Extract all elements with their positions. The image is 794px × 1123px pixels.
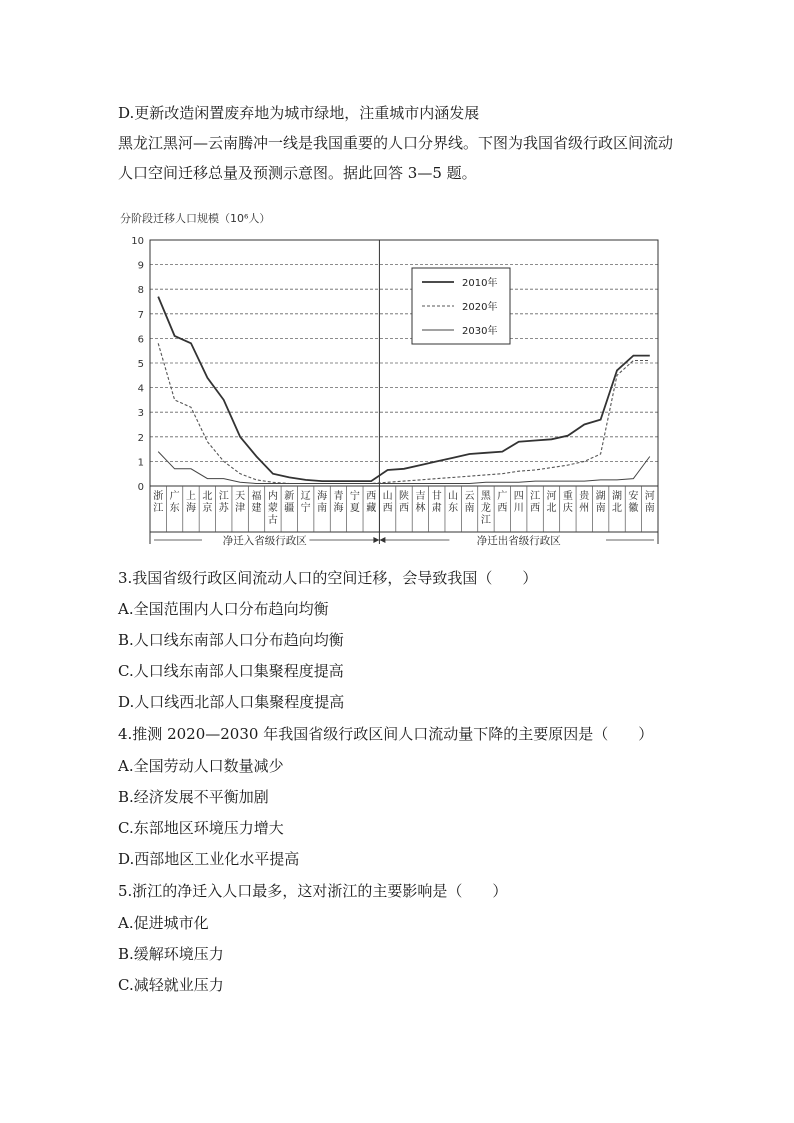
y-tick-label: 1 xyxy=(137,457,144,469)
x-tick-label: 江苏 xyxy=(218,491,229,514)
x-tick-label: 湖南 xyxy=(595,491,606,514)
x-tick-label: 湖北 xyxy=(612,491,623,514)
x-tick-label: 宁夏 xyxy=(349,491,360,514)
x-tick-label: 山东 xyxy=(448,491,459,514)
x-tick-label: 内蒙古 xyxy=(267,491,278,526)
x-tick-label: 西藏 xyxy=(366,491,377,514)
x-tick-label: 北京 xyxy=(202,491,213,514)
group-label-right: 净迁出省级行政区 xyxy=(476,535,561,547)
x-tick-label: 安徽 xyxy=(628,491,639,514)
y-tick-label: 0 xyxy=(137,482,144,493)
x-tick-label: 浙江 xyxy=(153,491,164,514)
q4-option-c[interactable]: C.东部地区环境压力增大 xyxy=(118,819,284,837)
q4-option-b[interactable]: B.经济发展不平衡加剧 xyxy=(118,788,269,806)
x-tick-label: 天津 xyxy=(235,491,246,514)
y-tick-label: 9 xyxy=(137,260,144,272)
q5-option-a[interactable]: A.促进城市化 xyxy=(118,914,209,932)
y-tick-label: 3 xyxy=(137,408,144,420)
y-tick-label: 5 xyxy=(137,359,144,370)
x-tick-label: 云南 xyxy=(464,491,475,514)
y-tick-label: 8 xyxy=(137,285,144,297)
x-tick-label: 广东 xyxy=(169,491,180,514)
q4-stem: 4.推测 2020—2030 年我国省级行政区间人口流动量下降的主要原因是（ ） xyxy=(118,725,654,743)
group-label-left: 净迁入省级行政区 xyxy=(222,535,307,547)
x-tick-label: 上海 xyxy=(185,491,196,514)
plot-frame xyxy=(150,240,658,532)
q5-option-b[interactable]: B.缓解环境压力 xyxy=(118,945,224,963)
migration-line-chart xyxy=(118,200,676,552)
x-tick-label: 贵州 xyxy=(579,491,590,514)
x-tick-label: 广西 xyxy=(497,491,508,514)
y-tick-label: 2 xyxy=(137,432,144,444)
x-tick-label: 辽宁 xyxy=(300,491,311,514)
chart-title: 分阶段迁移人口规模（10⁶人） xyxy=(120,212,271,225)
x-tick-label: 四川 xyxy=(513,491,524,514)
x-tick-label: 甘肃 xyxy=(431,491,442,514)
x-tick-label: 黑龙江 xyxy=(480,491,491,526)
x-tick-label: 河南 xyxy=(644,491,655,514)
q3-option-c[interactable]: C.人口线东南部人口集聚程度提高 xyxy=(118,662,344,680)
series-line-1 xyxy=(158,297,650,482)
q4-option-d[interactable]: D.西部地区工业化水平提高 xyxy=(118,850,300,868)
x-tick-label: 江西 xyxy=(530,491,541,514)
series-line-2 xyxy=(158,343,650,483)
y-tick-label: 7 xyxy=(137,309,144,321)
intro-paragraph: 黑龙江黑河—云南腾冲一线是我国重要的人口分界线。下图为我国省级行政区间流动人口空间迁移总量及预测示意图。据此回答 3—5 题。 xyxy=(118,134,674,182)
x-tick-label: 山西 xyxy=(382,491,393,514)
q5-option-c[interactable]: C.减轻就业压力 xyxy=(118,976,224,994)
x-tick-label: 河北 xyxy=(546,491,557,514)
x-tick-label: 陕西 xyxy=(399,491,409,514)
q3-stem: 3.我国省级行政区间流动人口的空间迁移，会导致我国（ ） xyxy=(118,569,538,587)
q3-option-a[interactable]: A.全国范围内人口分布趋向均衡 xyxy=(118,600,329,618)
y-tick-label: 4 xyxy=(137,383,144,395)
legend-label: 2010年 xyxy=(462,278,498,289)
x-tick-label: 海南 xyxy=(317,491,328,514)
y-tick-label: 6 xyxy=(137,334,144,346)
x-tick-label: 重庆 xyxy=(562,491,573,514)
q5-stem: 5.浙江的净迁入人口最多，这对浙江的主要影响是（ ） xyxy=(118,882,508,900)
x-tick-label: 新疆 xyxy=(284,491,295,514)
x-tick-label: 福建 xyxy=(251,491,262,514)
legend-label: 2020年 xyxy=(462,302,498,313)
band-arrow-head xyxy=(373,537,379,543)
q4-option-a[interactable]: A.全国劳动人口数量减少 xyxy=(118,757,284,775)
band-arrow-head xyxy=(379,537,385,543)
previous-option-d: D.更新改造闲置废弃地为城市绿地，注重城市内涵发展 xyxy=(118,104,480,122)
q3-option-b[interactable]: B.人口线东南部人口分布趋向均衡 xyxy=(118,631,344,649)
legend-label: 2030年 xyxy=(462,326,498,337)
y-tick-label: 10 xyxy=(131,236,144,247)
q3-option-d[interactable]: D.人口线西北部人口集聚程度提高 xyxy=(118,693,345,711)
x-tick-label: 青海 xyxy=(333,491,344,514)
x-tick-label: 吉林 xyxy=(415,491,426,514)
